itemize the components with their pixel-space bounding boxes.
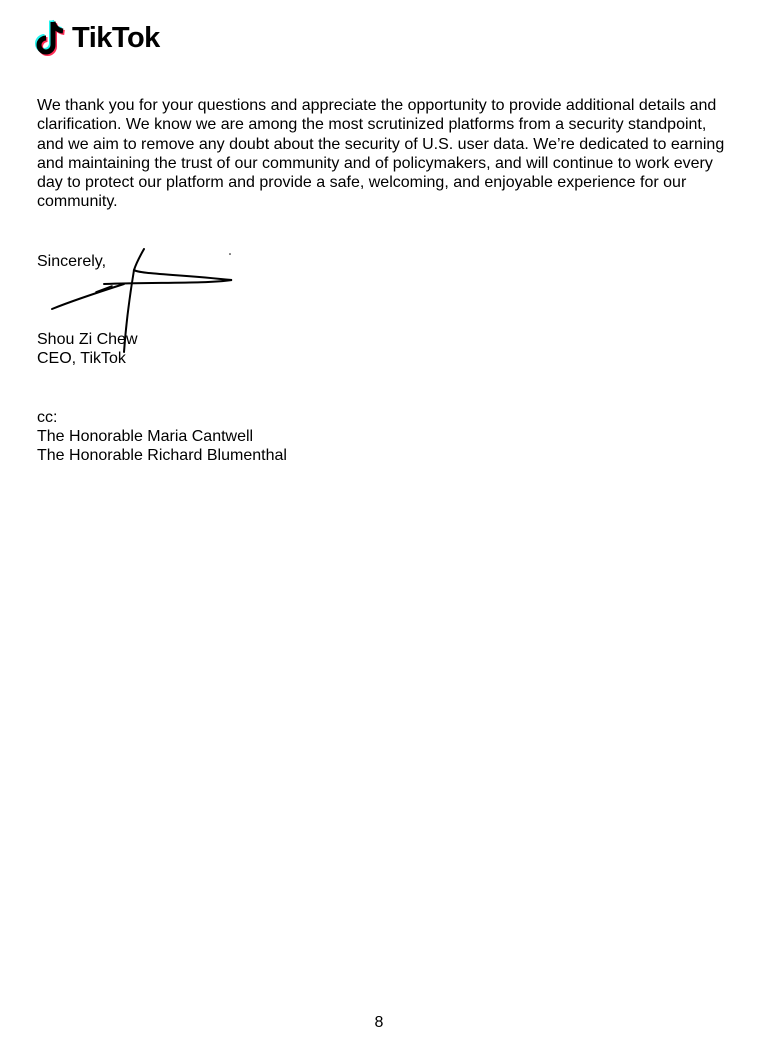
cc-recipient: The Honorable Maria Cantwell bbox=[37, 428, 254, 445]
signer-title: CEO, TikTok bbox=[37, 350, 126, 367]
letter-body-paragraph: We thank you for your questions and appreciate the opportunity to provide additional details and clarification. We know we are among the most scrutinized platforms from a security standpoint, and we aim to remove any doubt about the security of U.S. user data. We’re dedicated to earning and maintaining the trust of our community and of policymakers, and will continue to work every day to protect our platform and provide a safe, welcoming, and enjoyable experience for our community. bbox=[37, 97, 725, 211]
tiktok-wordmark: TikTok bbox=[72, 22, 160, 54]
tiktok-logo bbox=[35, 18, 160, 58]
closing-salutation: Sincerely, bbox=[37, 253, 107, 270]
cc-label: cc: bbox=[37, 409, 58, 426]
signer-name: Shou Zi Chew bbox=[37, 331, 138, 348]
cc-recipient: The Honorable Richard Blumenthal bbox=[37, 447, 287, 464]
tiktok-note-icon bbox=[35, 18, 69, 58]
page-number: 8 bbox=[374, 1014, 384, 1031]
